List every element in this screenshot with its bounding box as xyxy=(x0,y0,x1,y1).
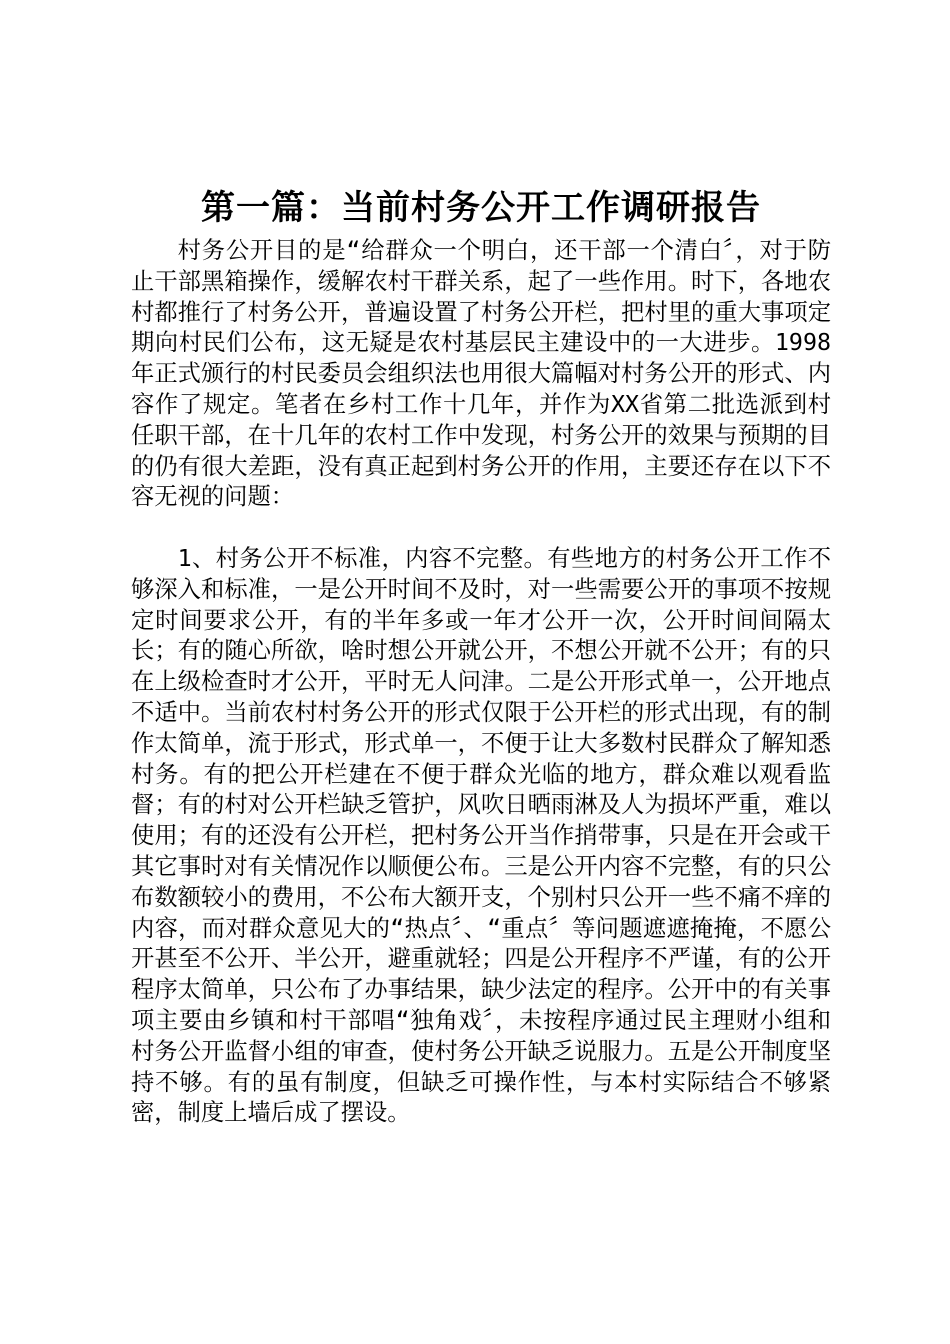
paragraph-issue-1: 1、村务公开不标准，内容不完整。有些地方的村务公开工作不够深入和标准，一是公开时间不及时，对一些需要公开的事项不按规定时间要求公开，有的半年多或一年才公开一次，公开时间间隔太长；有的随心所欲，啥时想公开就公开，不想公开就不公开；有的只在上级检查时才公开，平时无人问津。二是公开形式单一，公开地点不适中。当前农村村务公开的形式仅限于公开栏的形式出现，有的制作太简单，流于形式，形式单一，不便于让大多数村民群众了解知悉村务。有的把公开栏建在不便于群众光临的地方，群众难以观看监督；有的村对公开栏缺乏管护，风吹日晒雨淋及人为损坏严重，难以使用；有的还没有公开栏，把村务公开当作捎带事，只是在开会或干其它事时对有关情况作以顺便公布。三是公开内容不完整，有的只公布数额较小的费用，不公布大额开支，个别村只公开一些不痛不痒的内容，而对群众意见大的“热点〞、“重点〞等问题遮遮掩掩，不愿公开甚至不公开、半公开，避重就轻；四是公开程序不严谨，有的公开程序太简单，只公布了办事结果，缺少法定的程序。公开中的有关事项主要由乡镇和村干部唱“独角戏〞，未按程序通过民主理财小组和村务公开监督小组的审查，使村务公开缺乏说服力。五是公开制度坚持不够。有的虽有制度，但缺乏可操作性，与本村实际结合不够紧密，制度上墙后成了摆设。 xyxy=(131,544,831,1127)
document-page xyxy=(131,180,831,1129)
document-title: 第一篇：当前村务公开工作调研报告 xyxy=(201,188,761,228)
paragraph-intro: 村务公开目的是“给群众一个明白，还干部一个清白〞，对于防止干部黑箱操作，缓解农村干群关系，起了一些作用。时下，各地农村都推行了村务公开，普遍设置了村务公开栏，把村里的重大事项定期向村民们公布，这无疑是农村基层民主建设中的一大进步。1998年正式颁行的村民委员会组织法也用很大篇幅对村务公开的形式、内容作了规定。笔者在乡村工作十几年，并作为XX省第二批选派到村任职干部，在十几年的农村工作中发现，村务公开的效果与预期的目的仍有很大差距，没有真正起到村务公开的作用，主要还存在以下不容无视的问题： xyxy=(131,237,831,511)
